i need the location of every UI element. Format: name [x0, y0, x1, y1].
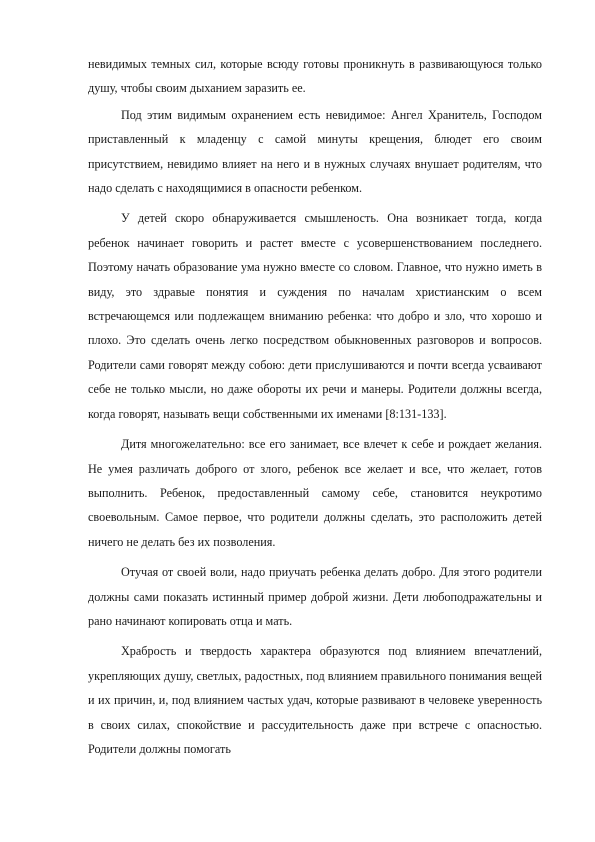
- paragraph-desires: Дитя многожелательно: все его занимает, все влечет к себе и рождает желания. Не умея различать доброго от злого, ребенок все желает и все, что желает, готов выполнить. Ребенок, предоставленный самому себе, становится неукротимо своевольным. Самое первое, что родители должны сделать, это расположить детей ничего не делать без их позволения.: [88, 437, 542, 549]
- paragraph-intelligence: У детей скоро обнаруживается смышленость. Она возникает тогда, когда ребенок начинает говорить и растет вместе с усовершенствованием последнего. Поэтому начать образование ума нужно вместе со словом. Главное, что нужно иметь в виду, это здравые понятия и суждения по началам христианским о всем встречающемся или подлежащем вниманию ребенка: что добро и зло, что хорошо и плохо. Это сделать очень легко посредством обыкновенных разговоров и вопросов. Родители сами говорят между собою: дети прислушиваются и почти всегда усваивают себе не только мысли, но даже обороты их речи и манеры. Родители должны всегда, когда говорят, называть вещи собственными их именами [8:131-133].: [88, 211, 542, 421]
- paragraph-guardian-angel: Под этим видимым охранением есть невидимое: Ангел Хранитель, Господом приставленный к младенцу с самой минуты крещения, блюдет его своим присутствием, невидимо влияет на него и в нужных случаях внушает родителям, что надо сделать с находящимися в опасности ребенком.: [88, 107, 542, 196]
- paragraph-continuation: невидимых темных сил, которые всюду готовы проникнуть в развивающуюся только душу, чтобы своим дыханием заразить ее.: [88, 57, 542, 96]
- paragraph-doing-good: Отучая от своей воли, надо приучать ребенка делать добро. Для этого родители должны сами показать истинный пример доброй жизни. Дети любоподражательны и рано начинают копировать отца и мать.: [88, 565, 542, 628]
- document-body: [88, 52, 542, 767]
- paragraph-courage: Храбрость и твердость характера образуются под влиянием впечатлений, укрепляющих душу, светлых, радостных, под влиянием правильного понимания вещей и их причин, и, под влиянием частых удач, которые развивают в человеке уверенность в своих силах, спокойствие и рассудительность даже при встрече с опасностью. Родители должны помогать: [88, 644, 542, 756]
